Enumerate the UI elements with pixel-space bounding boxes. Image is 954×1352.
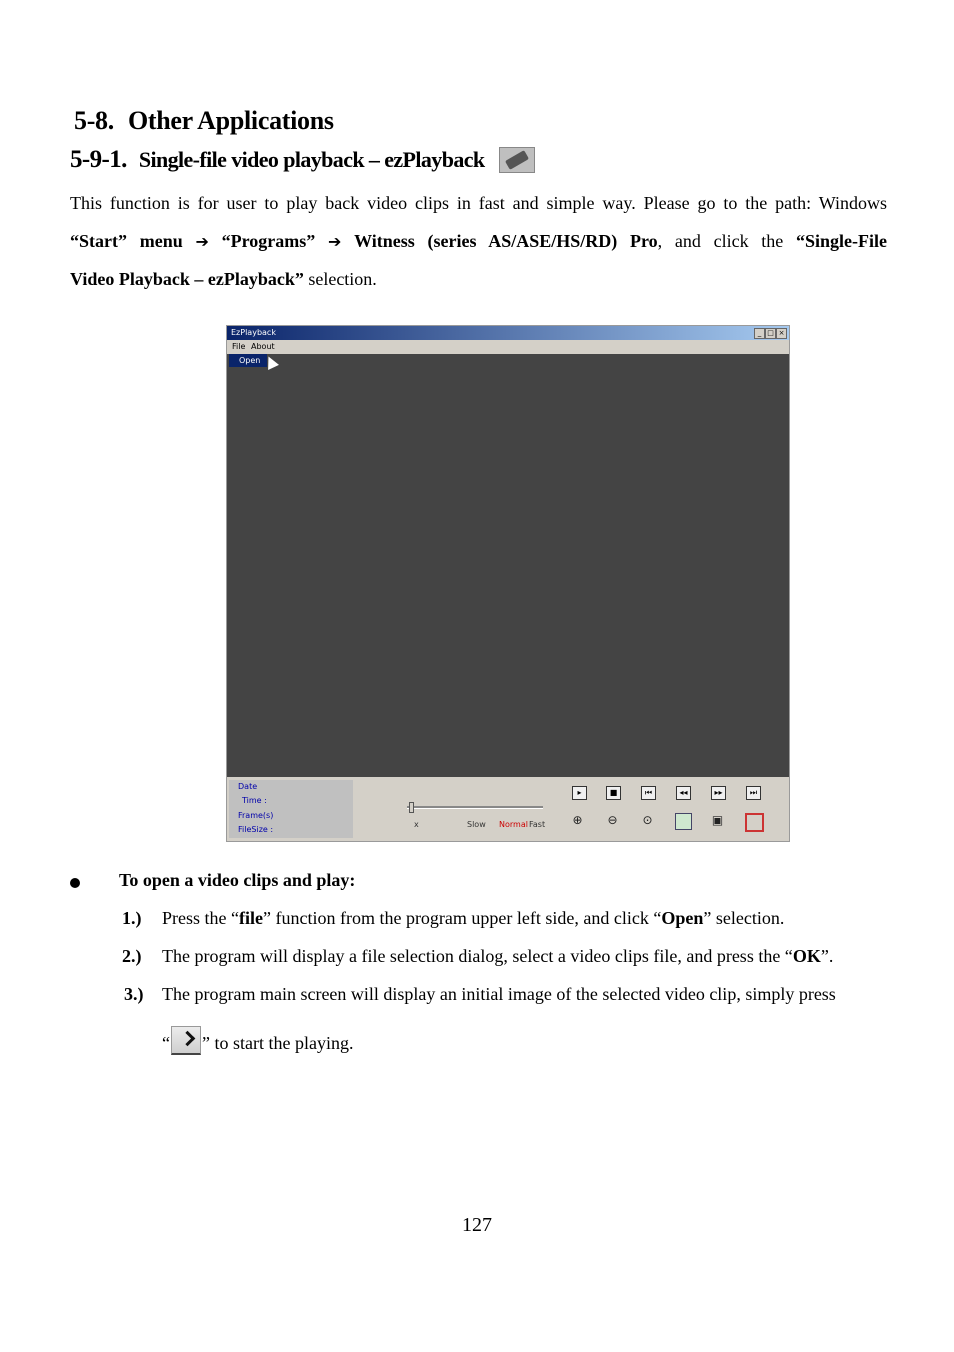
first-frame-button[interactable]: ⏮ [641,786,656,800]
full-screen-icon[interactable] [675,813,692,830]
step-text-part: ” to start the playing. [202,1033,354,1053]
step-text [162,908,784,929]
speed-left-label: x [414,820,419,829]
intro-mid-text: , and click the [657,231,797,251]
intro-line-1: This function is for user to play back video clips in fast and simple way. Please go to the path: Windows [70,193,887,213]
menu-file[interactable]: File [232,342,246,351]
step-text-part: Press the “ [162,908,239,928]
subsection-number: 5-9-1. [70,146,127,173]
play-icon [171,1026,201,1055]
step-keyword-file: file [238,908,263,928]
zoom-fit-icon[interactable]: ⊙ [642,813,653,827]
programs-text: “Programs” [221,231,316,251]
info-filesize: FileSize : [238,825,274,834]
intro-line-3 [70,260,887,298]
window-titlebar[interactable] [227,326,789,340]
bullet-dot-icon [70,878,80,888]
selection-name-text: Video Playback – ezPlayback” [70,269,304,289]
speed-normal[interactable]: Normal [499,820,528,829]
step-keyword-ok: OK [792,946,821,966]
speed-slow[interactable]: Slow [467,820,486,829]
step-text-part: ” function from the program upper left side, and click “ [262,908,662,928]
info-panel [229,780,353,838]
ezplayback-window [226,325,790,842]
speed-fast[interactable]: Fast [529,820,546,829]
step-text-part: ” selection. [703,908,785,928]
step-text-part: “ [162,1033,170,1053]
stop-button[interactable]: ■ [606,786,621,800]
step-keyword-open: Open [661,908,704,928]
menu-about[interactable]: About [251,342,275,351]
subsection-heading [70,146,535,174]
info-frame: Frame(s) [238,811,274,820]
rewind-button[interactable]: ◂◂ [676,786,691,800]
section-number: 5-8. [74,106,114,135]
maximize-button[interactable]: □ [765,328,776,339]
step-number: 3.) [124,984,144,1004]
slider-thumb[interactable] [409,802,414,813]
close-button[interactable]: × [776,328,787,339]
arrow-icon: ➔ [195,232,209,251]
forward-button[interactable]: ▸▸ [711,786,726,800]
step-number: 2.) [122,946,142,966]
select-area-icon[interactable] [745,813,764,832]
play-button[interactable]: ▸ [572,786,587,800]
witness-text: Witness (series AS/ASE/HS/RD) Pro [354,231,658,251]
step-text: The program main screen will display an initial image of the selected video clip, simply press [162,984,836,1004]
menu-item-open[interactable]: Open [229,354,267,367]
info-date: Date [238,782,258,791]
page-number: 127 [462,1214,492,1236]
step-text-part: ”. [820,946,834,966]
zoom-in-icon[interactable]: ⊕ [572,813,583,827]
intro-line-2 [70,222,887,260]
menu-bar [227,340,789,353]
section-heading [74,106,334,136]
zoom-out-icon[interactable]: ⊖ [607,813,618,827]
video-display [227,354,789,777]
minimize-button[interactable]: _ [754,328,765,339]
intro-paragraph [70,184,887,298]
window-title: EzPlayback [231,328,276,337]
step-text-continued [162,1026,353,1055]
step-text [162,946,833,967]
intro-end-text: selection. [303,269,377,289]
single-file-text: “Single-File [796,231,888,251]
last-frame-button[interactable]: ⏭ [746,786,761,800]
info-time: Time : [242,796,267,805]
playback-slider[interactable] [407,806,543,809]
snapshot-icon[interactable]: ▣ [711,813,724,827]
subsection-title: Single-file video playback – ezPlayback [138,147,485,172]
start-menu-text: “Start” menu [70,231,183,251]
step-number: 1.) [122,908,142,928]
arrow-icon: ➔ [327,232,342,251]
bullet-text: To open a video clips and play: [119,870,356,890]
section-title: Other Applications [127,106,334,135]
ezplayback-icon [499,147,535,173]
step-text-part: The program will display a file selection dialog, select a video clips file, and press the “ [162,946,793,966]
